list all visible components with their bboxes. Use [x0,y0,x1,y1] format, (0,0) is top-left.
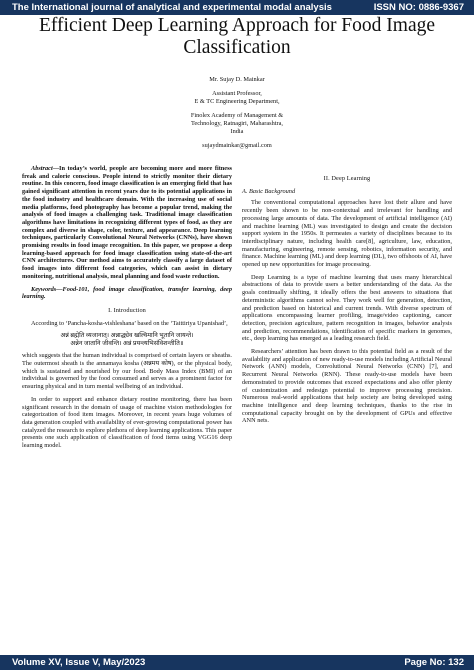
intro-paragraph-2: which suggests that the human individual is comprised of certain layers or sheaths. The outermost sheath is the annamaya kosha (अन्नमय कोष), or the physical body, which is sustained and nourished by our food. Body Mass Index (BMI) of an individual is governed by the food consumed and serves as a prominent factor for ensuring physical and in turn mental wellbeing of an individual. [22,352,232,391]
volume-issue: Volume XV, Issue V, May/2023 [12,657,146,668]
journal-header-bar [0,0,474,15]
author-email: sujaydmainkar@gmail.com [202,142,272,149]
section-heading-deep-learning: II. Deep Learning [323,175,371,182]
issn-number: ISSN NO: 0886-9367 [373,2,464,13]
author-affiliation-role: Assistant Professor, E & TC Engineering Department, [194,90,280,105]
sanskrit-line-2: अन्नेन जातानि जीवन्ति। अन्नं प्रयन्त्यभिसंविशन्तीति॥ [70,340,184,348]
abstract-paragraph [22,165,232,281]
subsection-heading-basic-background: A. Basic Background [242,187,296,195]
journal-name: The International journal of analytical and experimental modal analysis [12,2,332,13]
sanskrit-line-1: अन्नं ब्रह्मेति व्यजानात्। अन्नाद्ध्येव खल्विमानि भूतानि जायन्ते। [60,332,194,340]
keywords-text: —Food-101, food image classification, transfer learning, deep learning. [22,285,232,301]
footer-bar [0,655,474,670]
paper-title: Efficient Deep Learning Approach for Food Image Classification [39,15,435,58]
page-number: Page No: 132 [404,657,464,668]
deep-paragraph-3: Researchers’ attention has been drawn to this potential field as a result of the availability and application of new ready-to-use models including Artificial Neural Network (ANN) models, Convolutional Neural Networks (CNN) [7], and Recurrent Neural Networks (RNN). These ready-to-use models have been demonstrated to provide outcomes that exceed expectations and also offer plenty of customization and redesign potential to improve processing precision. Numerous real-world applications that help society are being developed using machine intelligence and deep learning techniques, thanks to the rise in computational capacity brought on by the development of GPUs and effective ANN nets. [242,348,452,425]
sanskrit-verse [22,332,232,348]
right-column [242,169,452,430]
abstract-text: —In today’s world, people are becoming more and more fitness freak and calorie conscious. People intend to strictly monitor their dietary routine. In this concern, food image classification is an emerging field that has gained significant attention in recent years due to its potential applications in the food industry and healthcare domain. With the increasing use of social media platforms, food photography has become a popular trend, making the analysis of food images a challenging task. Traditional image classification algorithms have limitations in recognizing different types of food, as they are complex and diverse in shape, color, texture, and appearance. Deep learning techniques, particularly Convolutional Neural Networks (CNNs), have shown promising results in food image recognition. In this paper, we propose a deep learning-based approach for food image classification using state-of-the-art CNN architectures. Our method aims to accurately classify a large dataset of food images into different food categories, which can assist in dietary monitoring, nutritional analysis, meal planning and food waste reduction. [22,165,232,280]
intro-paragraph-3: In order to support and enhance dietary routine monitoring, there has been significant research in the domain of usage of machine vision methodologies for categorization of food item images. Moreover, in recent years huge volumes of data generation coupled with availability of ever-growing computational power has catalyzed the research to explore plethora of deep learning applications. This paper presents one such application of classification of food items using VGG16 deep learning model. [22,395,232,450]
keywords-paragraph [22,286,232,301]
section-heading-introduction: I. Introduction [108,306,146,314]
keywords-label: Keywords [31,285,57,293]
intro-paragraph-1: According to ‘Pancha-kosha-vishleshana’ based on the ‘Taittiriya Upanishad’, [31,319,228,327]
abstract-label: Abstract [31,165,53,172]
author-name: Mr. Sujay D. Mainkar [209,76,265,83]
deep-paragraph-2: Deep Learning is a type of machine learning that uses many hierarchical abstractions of data to provide users a better understanding of the data. As the goals continually shifting, it ideally offers the best answers to situations that deterministic algorithms cannot solve. They work well for generation, detection, and prediction based on historical and current trends. With diverse spectrum of applications encompassing learner profiling, image/video captioning, cancer detection, precision agriculture, pattern recognition in images, behavior analysis and prediction, recommendations, identification of specific markers in genomes, etc., deep learning has emerged as a leading research field. [242,273,452,343]
author-block [110,76,364,150]
author-affiliation-institute: Finolex Academy of Management & Technology, Ratnagiri, Maharashtra, India [190,112,284,135]
deep-paragraph-1: The conventional computational approaches have lost their allure and have recently been shown to be non-contextual and irrelevant for handling and processing large amounts of data. The development of artificial intelligence (AI) and machine learning (ML) was investigated to design and create the decision support system in the 1950s. It permeates a variety of disciplines because to its interdisciplinary nature, including health care[8], agriculture, law, education, manufacturing, engineering, remote sensing, robotics, information security, and finance. Machine learning (ML) and deep learning (DL), two offshoots of AI, have opened up new opportunities for image processing. [242,199,452,269]
left-column [22,165,232,455]
